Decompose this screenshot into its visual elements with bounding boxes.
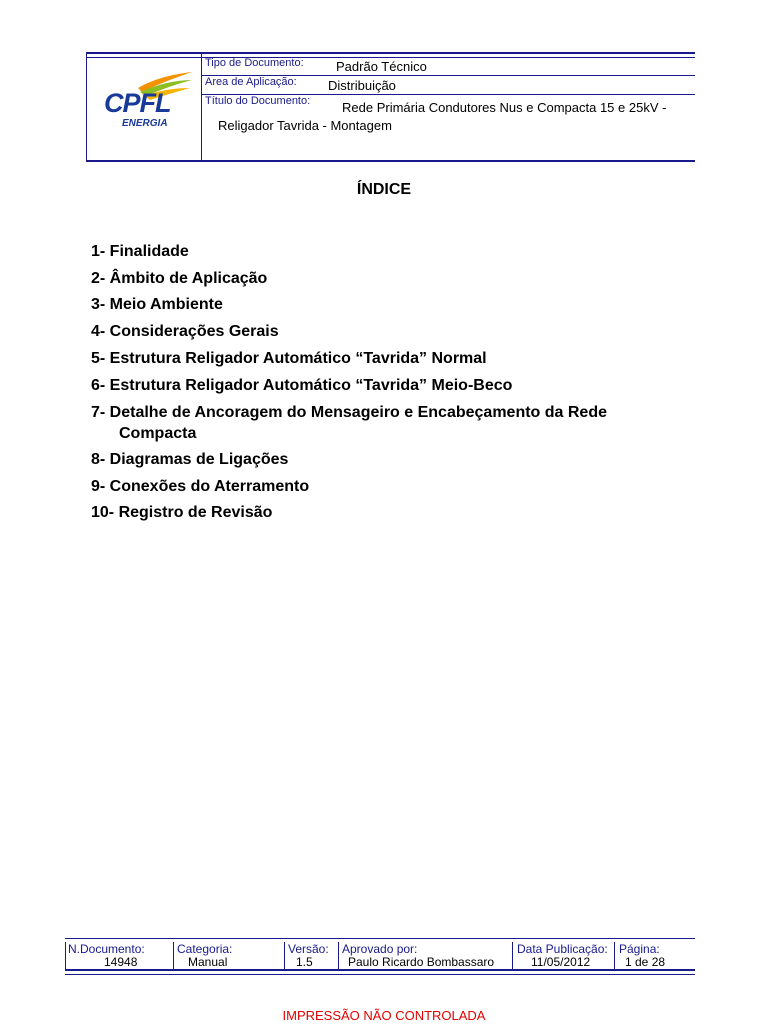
footer-cell-border <box>173 942 174 970</box>
cpfl-logo <box>100 66 200 136</box>
approved-label: Aprovado por: <box>342 942 418 956</box>
approved-value: Paulo Ricardo Bombassaro <box>348 955 495 969</box>
doc-number-value: 14948 <box>104 955 138 969</box>
doc-type-label: Tipo de Documento: <box>205 57 304 69</box>
pub-date-value: 11/05/2012 <box>531 955 591 969</box>
toc-item[interactable]: 1- Finalidade <box>91 243 189 260</box>
title-value-line1: Rede Primária Condutores Nus e Compacta 15 e 25kV - <box>342 100 667 115</box>
footer-top-rule <box>65 938 695 939</box>
logo-text: CPFL <box>104 88 171 118</box>
footer-bottom-rule-thin <box>65 974 695 975</box>
toc-item[interactable]: 10- Registro de Revisão <box>91 504 273 521</box>
toc-item[interactable]: 9- Conexões do Aterramento <box>91 478 310 495</box>
uncontrolled-print-notice: IMPRESSÃO NÃO CONTROLADA <box>282 1008 486 1023</box>
index-title: ÍNDICE <box>356 181 412 198</box>
version-label: Versão: <box>288 942 329 956</box>
footer-cell-border <box>614 942 615 970</box>
version-value: 1.5 <box>296 955 313 969</box>
toc-item[interactable]: 5- Estrutura Religador Automático “Tavrida” Normal <box>91 350 487 367</box>
header-top-rule <box>86 52 695 54</box>
area-label: Area de Aplicação: <box>205 76 297 88</box>
page-value: 1 de 28 <box>625 955 666 969</box>
doc-type-value: Padrão Técnico <box>336 59 427 74</box>
footer-cell-border <box>65 942 66 970</box>
toc-item[interactable]: 8- Diagramas de Ligações <box>91 451 289 468</box>
toc-item-continuation[interactable]: Compacta <box>119 425 197 442</box>
area-value: Distribuição <box>328 78 396 93</box>
footer-cell-border <box>512 942 513 970</box>
footer-cell-border <box>284 942 285 970</box>
page-label: Página: <box>619 942 660 956</box>
category-label: Categoria: <box>177 942 233 956</box>
toc-item[interactable]: 3- Meio Ambiente <box>91 296 223 313</box>
doc-number-label: N.Documento: <box>68 942 145 956</box>
header-top-rule-thin <box>86 57 695 58</box>
title-value-line2: Religador Tavrida - Montagem <box>218 118 392 133</box>
toc-item[interactable]: 7- Detalhe de Ancoragem do Mensageiro e Encabeçamento da Rede <box>91 404 607 421</box>
pub-date-label: Data Publicação: <box>517 942 608 956</box>
header-left-border <box>86 52 87 162</box>
footer-bottom-rule <box>65 969 695 971</box>
header-bottom-rule <box>86 160 695 162</box>
title-label: Título do Documento: <box>205 95 311 107</box>
header-divider <box>201 52 202 162</box>
footer-cell-border <box>338 942 339 970</box>
toc-item[interactable]: 2- Âmbito de Aplicação <box>91 270 268 287</box>
logo-subtext: ENERGIA <box>122 118 168 129</box>
category-value: Manual <box>188 955 228 969</box>
toc-item[interactable]: 6- Estrutura Religador Automático “Tavrida” Meio-Beco <box>91 377 513 394</box>
toc-item[interactable]: 4- Considerações Gerais <box>91 323 279 340</box>
